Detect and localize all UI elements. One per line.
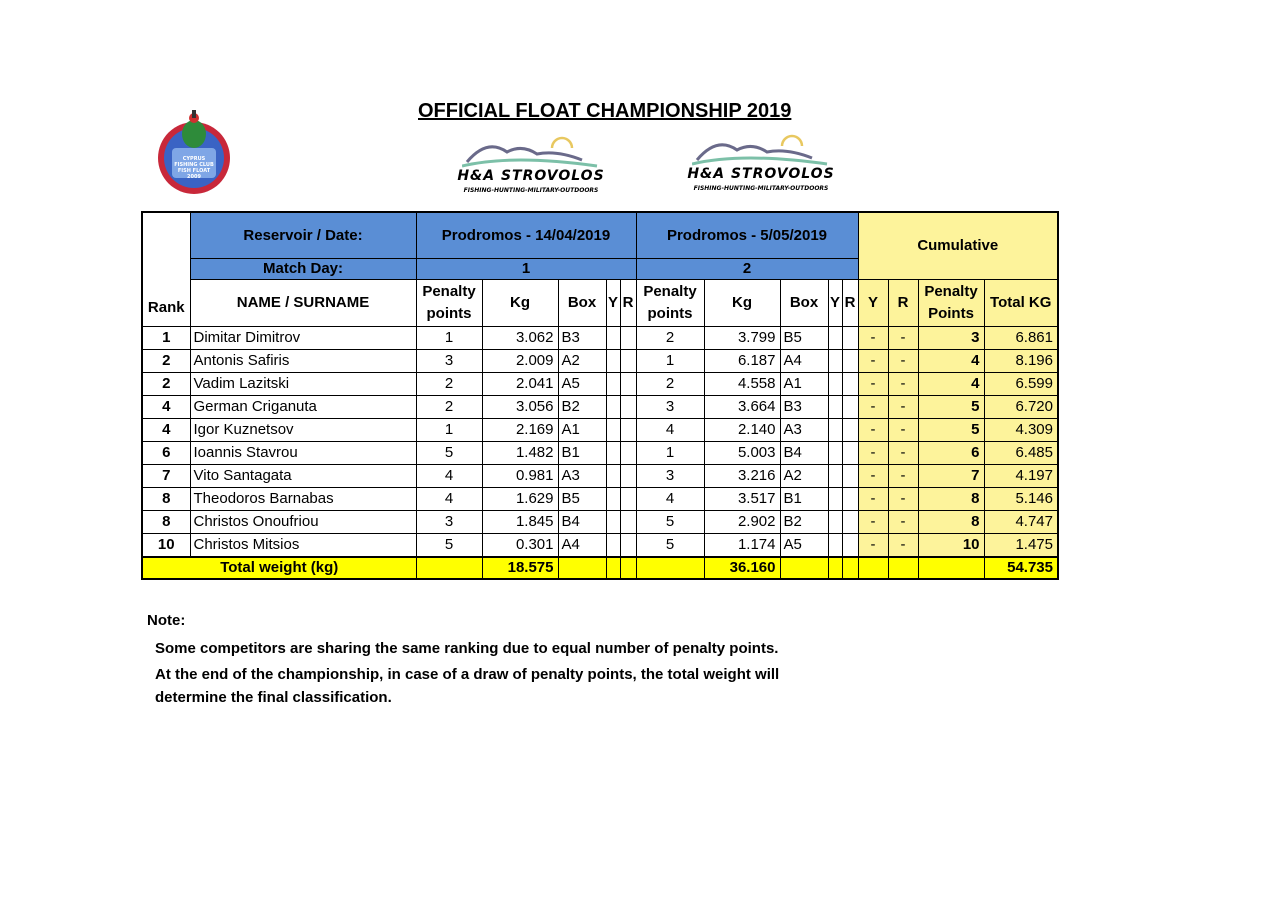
cell-name: Vito Santagata xyxy=(190,464,416,487)
note-line-2: At the end of the championship, in case of a draw of penalty points, the total weight will xyxy=(155,666,780,683)
table-row xyxy=(142,349,1058,372)
cell-cr: - xyxy=(888,464,918,487)
cell-box2: A2 xyxy=(780,464,828,487)
cell-kg1: 3.062 xyxy=(482,326,558,349)
cell-box1: B3 xyxy=(558,326,606,349)
cell-pts: 10 xyxy=(918,533,984,557)
cell-total: 6.720 xyxy=(984,395,1058,418)
cell-cy: - xyxy=(858,418,888,441)
cell-pts: 5 xyxy=(918,395,984,418)
cell-kg2: 3.517 xyxy=(704,487,780,510)
cell-kg1: 3.056 xyxy=(482,395,558,418)
cell-pts: 4 xyxy=(918,372,984,395)
cell-p1: 2 xyxy=(416,372,482,395)
sponsor-brand: H&A STROVOLOS xyxy=(687,166,835,182)
cell-pts: 8 xyxy=(918,487,984,510)
cell-pts: 4 xyxy=(918,349,984,372)
cell-box2: A1 xyxy=(780,372,828,395)
logo-line-3: FISH FLOAT xyxy=(177,168,211,174)
cell-pts: 8 xyxy=(918,510,984,533)
cell-name: Antonis Safiris xyxy=(190,349,416,372)
mountain-icon xyxy=(462,130,602,170)
cell-kg2: 2.140 xyxy=(704,418,780,441)
cell-cr: - xyxy=(888,441,918,464)
cell-name: Igor Kuznetsov xyxy=(190,418,416,441)
cell-total: 4.197 xyxy=(984,464,1058,487)
cell-total: 6.861 xyxy=(984,326,1058,349)
cell-p2: 4 xyxy=(636,418,704,441)
logo-line-2: FISHING CLUB xyxy=(174,162,214,168)
cell-rank: 2 xyxy=(142,349,190,372)
cell-name: Theodoros Barnabas xyxy=(190,487,416,510)
cell-cy: - xyxy=(858,395,888,418)
results-table xyxy=(141,211,1059,580)
cell-p2: 1 xyxy=(636,441,704,464)
total-kg-match2: 36.160 xyxy=(704,557,780,579)
mountain-icon xyxy=(692,128,832,168)
total-weight-label: Total weight (kg) xyxy=(142,557,416,579)
page-title: OFFICIAL FLOAT CHAMPIONSHIP 2019 xyxy=(418,100,792,122)
logo-line-4: 2009 xyxy=(187,174,201,180)
cell-total: 6.599 xyxy=(984,372,1058,395)
cell-p1: 2 xyxy=(416,395,482,418)
cell-p2: 3 xyxy=(636,464,704,487)
cell-box2: B3 xyxy=(780,395,828,418)
cell-cy: - xyxy=(858,349,888,372)
table-row xyxy=(142,395,1058,418)
sponsor-tagline: FISHING-HUNTING-MILITARY-OUTDOORS xyxy=(463,187,599,194)
cell-total: 5.146 xyxy=(984,487,1058,510)
cell-p1: 1 xyxy=(416,418,482,441)
cell-kg1: 2.041 xyxy=(482,372,558,395)
cell-box1: A4 xyxy=(558,533,606,557)
cell-kg1: 0.301 xyxy=(482,533,558,557)
total-kg-cumulative: 54.735 xyxy=(984,557,1058,579)
cell-p2: 4 xyxy=(636,487,704,510)
cell-cy: - xyxy=(858,533,888,557)
cumulative-header: Cumulative xyxy=(858,212,1058,279)
cell-name: German Criganuta xyxy=(190,395,416,418)
cell-p1: 3 xyxy=(416,349,482,372)
cell-p2: 2 xyxy=(636,326,704,349)
cell-total: 4.747 xyxy=(984,510,1058,533)
rank-header: Rank xyxy=(142,212,190,326)
cell-name: Ioannis Stavrou xyxy=(190,441,416,464)
cell-box2: B1 xyxy=(780,487,828,510)
table-row xyxy=(142,372,1058,395)
cell-total: 8.196 xyxy=(984,349,1058,372)
sponsor-logo xyxy=(442,130,620,200)
cell-rank: 1 xyxy=(142,326,190,349)
cell-name: Christos Mitsios xyxy=(190,533,416,557)
name-header: NAME / SURNAME xyxy=(190,279,416,326)
cell-rank: 2 xyxy=(142,372,190,395)
cell-total: 6.485 xyxy=(984,441,1058,464)
cell-box1: A2 xyxy=(558,349,606,372)
cell-box1: B5 xyxy=(558,487,606,510)
cell-rank: 8 xyxy=(142,510,190,533)
note-line-1: Some competitors are sharing the same ranking due to equal number of penalty points. xyxy=(155,640,779,657)
cell-rank: 4 xyxy=(142,418,190,441)
note-line-3: determine the final classification. xyxy=(155,689,392,706)
cell-p1: 1 xyxy=(416,326,482,349)
cell-kg2: 3.216 xyxy=(704,464,780,487)
cell-kg2: 1.174 xyxy=(704,533,780,557)
cell-p1: 4 xyxy=(416,487,482,510)
cell-box2: B5 xyxy=(780,326,828,349)
cell-pts: 6 xyxy=(918,441,984,464)
table-row xyxy=(142,441,1058,464)
cell-kg2: 2.902 xyxy=(704,510,780,533)
y-header: Y xyxy=(828,279,842,326)
cell-box1: A5 xyxy=(558,372,606,395)
sponsor-brand: H&A STROVOLOS xyxy=(457,168,605,184)
cell-box1: A1 xyxy=(558,418,606,441)
cell-box1: B1 xyxy=(558,441,606,464)
table-row xyxy=(142,464,1058,487)
cell-cy: - xyxy=(858,510,888,533)
club-logo xyxy=(150,108,238,196)
cell-box1: B2 xyxy=(558,395,606,418)
cell-cy: - xyxy=(858,326,888,349)
cell-kg1: 1.629 xyxy=(482,487,558,510)
cell-name: Vadim Lazitski xyxy=(190,372,416,395)
cell-p2: 5 xyxy=(636,510,704,533)
note-heading: Note: xyxy=(147,612,186,629)
total-kg-match1: 18.575 xyxy=(482,557,558,579)
cell-p2: 5 xyxy=(636,533,704,557)
cell-rank: 10 xyxy=(142,533,190,557)
cell-box2: A4 xyxy=(780,349,828,372)
reservoir-label: Reservoir / Date: xyxy=(190,212,416,258)
cell-p2: 2 xyxy=(636,372,704,395)
cumulative-r-header: R xyxy=(888,279,918,326)
kg-header: Kg xyxy=(704,279,780,326)
table-row xyxy=(142,326,1058,349)
cell-cr: - xyxy=(888,418,918,441)
cell-total: 1.475 xyxy=(984,533,1058,557)
cell-cr: - xyxy=(888,395,918,418)
match2-day: 2 xyxy=(636,258,858,279)
match1-day: 1 xyxy=(416,258,636,279)
cell-p2: 3 xyxy=(636,395,704,418)
match2-header: Prodromos - 5/05/2019 xyxy=(636,212,858,258)
cell-name: Christos Onoufriou xyxy=(190,510,416,533)
cell-cr: - xyxy=(888,533,918,557)
cell-p1: 4 xyxy=(416,464,482,487)
cell-p1: 5 xyxy=(416,533,482,557)
cell-p1: 3 xyxy=(416,510,482,533)
sponsor-logo xyxy=(672,128,850,198)
cell-box2: B4 xyxy=(780,441,828,464)
table-row xyxy=(142,533,1058,557)
r-header: R xyxy=(620,279,636,326)
sponsor-tagline: FISHING-HUNTING-MILITARY-OUTDOORS xyxy=(693,185,829,192)
cell-pts: 7 xyxy=(918,464,984,487)
cell-kg1: 1.845 xyxy=(482,510,558,533)
cell-p1: 5 xyxy=(416,441,482,464)
cell-cy: - xyxy=(858,464,888,487)
cell-cr: - xyxy=(888,326,918,349)
total-kg-header: Total KG xyxy=(984,279,1058,326)
penalty-header: Penalty points xyxy=(416,279,482,326)
kg-header: Kg xyxy=(482,279,558,326)
cumulative-y-header: Y xyxy=(858,279,888,326)
cell-kg2: 4.558 xyxy=(704,372,780,395)
cell-rank: 4 xyxy=(142,395,190,418)
cell-box2: A5 xyxy=(780,533,828,557)
cell-name: Dimitar Dimitrov xyxy=(190,326,416,349)
cell-kg2: 3.664 xyxy=(704,395,780,418)
cell-kg1: 0.981 xyxy=(482,464,558,487)
cell-cr: - xyxy=(888,372,918,395)
cell-cy: - xyxy=(858,372,888,395)
cell-kg1: 2.009 xyxy=(482,349,558,372)
cell-total: 4.309 xyxy=(984,418,1058,441)
cell-kg1: 2.169 xyxy=(482,418,558,441)
r-header: R xyxy=(842,279,858,326)
cell-rank: 7 xyxy=(142,464,190,487)
cell-rank: 8 xyxy=(142,487,190,510)
cell-kg2: 6.187 xyxy=(704,349,780,372)
penalty-header: Penalty points xyxy=(636,279,704,326)
cell-box2: A3 xyxy=(780,418,828,441)
box-header: Box xyxy=(780,279,828,326)
match1-header: Prodromos - 14/04/2019 xyxy=(416,212,636,258)
table-row xyxy=(142,418,1058,441)
cell-rank: 6 xyxy=(142,441,190,464)
cell-box2: B2 xyxy=(780,510,828,533)
cell-kg1: 1.482 xyxy=(482,441,558,464)
table-row xyxy=(142,510,1058,533)
cell-cy: - xyxy=(858,487,888,510)
logo-line-1: CYPRUS xyxy=(182,156,206,162)
box-header: Box xyxy=(558,279,606,326)
penalty-points-header: Penalty Points xyxy=(918,279,984,326)
cell-pts: 5 xyxy=(918,418,984,441)
match-day-label: Match Day: xyxy=(190,258,416,279)
cell-cr: - xyxy=(888,349,918,372)
cell-box1: B4 xyxy=(558,510,606,533)
table-row xyxy=(142,487,1058,510)
cell-pts: 3 xyxy=(918,326,984,349)
cell-box1: A3 xyxy=(558,464,606,487)
cell-cr: - xyxy=(888,487,918,510)
cell-cy: - xyxy=(858,441,888,464)
cell-kg2: 5.003 xyxy=(704,441,780,464)
cell-kg2: 3.799 xyxy=(704,326,780,349)
y-header: Y xyxy=(606,279,620,326)
cell-p2: 1 xyxy=(636,349,704,372)
cell-cr: - xyxy=(888,510,918,533)
